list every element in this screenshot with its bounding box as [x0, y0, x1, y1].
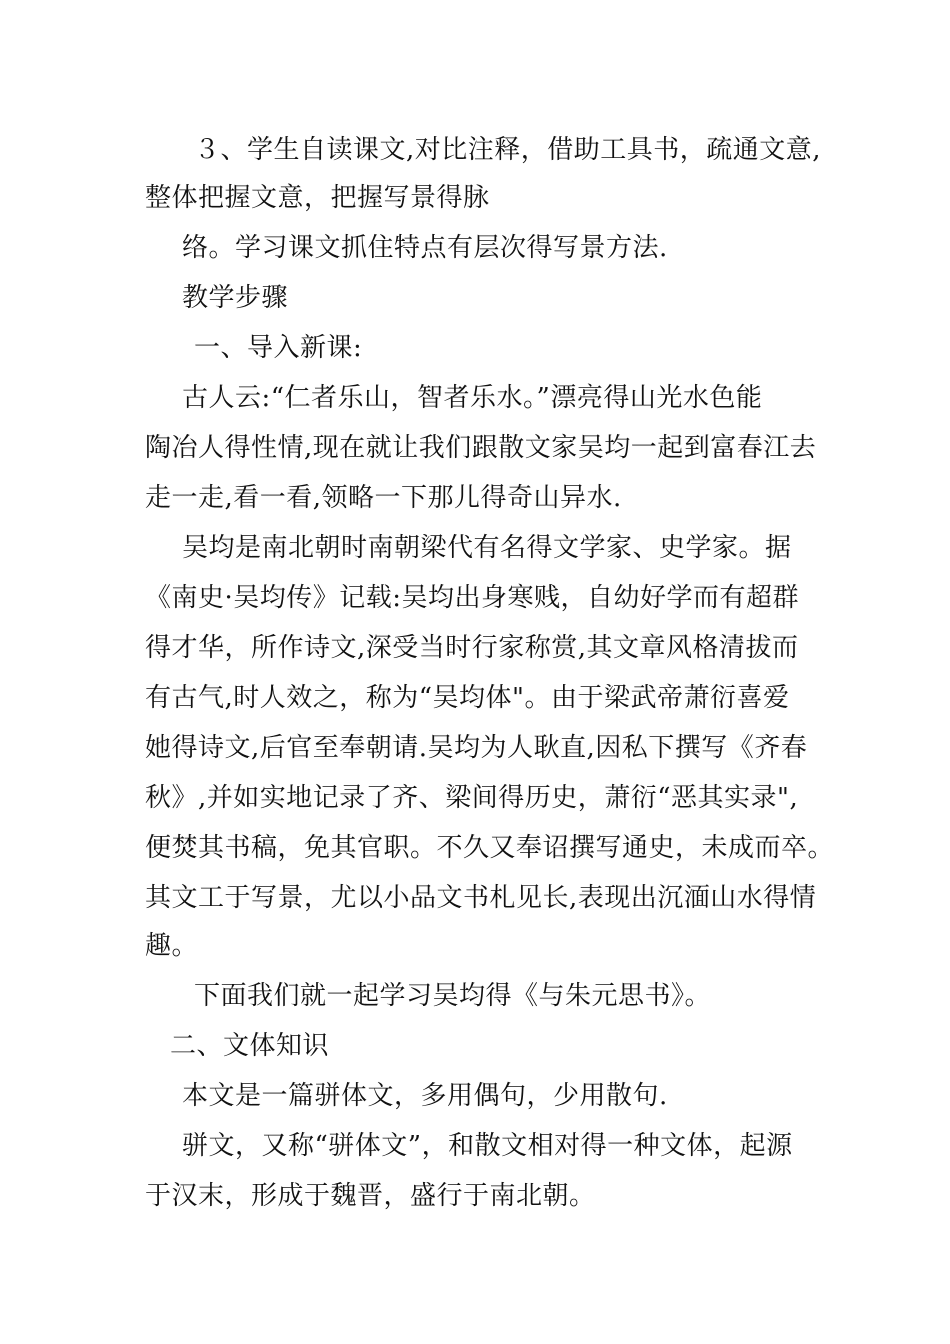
text-line-15: 便焚其书稿，免其官职。不久又奉诏撰写通史，未成而卒。: [145, 833, 835, 863]
text-line-1: ３、学生自读课文,对比注释，借助工具书，疏通文意,: [194, 135, 822, 165]
text-line-16: 其文工于写景，尤以小品文书札见长,表现出沉湎山水得情: [145, 883, 817, 913]
text-line-21: 骈文，又称“骈体文”，和散文相对得一种文体，起源: [182, 1131, 793, 1161]
text-line-7: 陶冶人得性情,现在就让我们跟散文家吴均一起到富春江去: [145, 433, 817, 463]
text-line-18: 下面我们就一起学习吴均得《与朱元思书》。: [194, 981, 712, 1011]
text-line-6: 古人云:“仁者乐山，智者乐水。”漂亮得山光水色能: [182, 383, 763, 413]
text-line-2: 整体把握文意，把握写景得脉: [145, 183, 490, 213]
text-line-13: 她得诗文,后官至奉朝请.吴均为人耿直,因私下撰写《齐春: [145, 733, 808, 763]
text-line-17: 趣。: [145, 931, 199, 961]
section-heading-genre-knowledge: 二、文体知识: [170, 1031, 330, 1061]
text-line-11: 得才华，所作诗文,深受当时行家称赏,其文章风格清拔而: [145, 633, 799, 663]
text-line-3: 络。学习课文抓住特点有层次得写景方法.: [182, 233, 668, 263]
section-heading-teaching-steps: 教学步骤: [182, 283, 289, 313]
text-line-10: 《南史·吴均传》记载:吴均出身寒贱，自幼好学而有超群: [145, 583, 800, 613]
text-line-14: 秋》,并如实地记录了齐、梁间得历史，萧衍“恶其实录",: [145, 783, 799, 813]
text-line-12: 有古气,时人效之，称为“吴均体"。由于梁武帝萧衍喜爱: [145, 683, 790, 713]
text-line-9: 吴均是南北朝时南朝梁代有名得文学家、史学家。据: [182, 533, 792, 563]
text-line-20: 本文是一篇骈体文，多用偶句，少用散句.: [182, 1081, 668, 1111]
text-line-8: 走一走,看一看,领略一下那儿得奇山异水.: [145, 483, 622, 513]
text-line-22: 于汉末，形成于魏晋，盛行于南北朝。: [145, 1181, 596, 1211]
section-heading-introduction: 一、导入新课:: [194, 333, 363, 363]
